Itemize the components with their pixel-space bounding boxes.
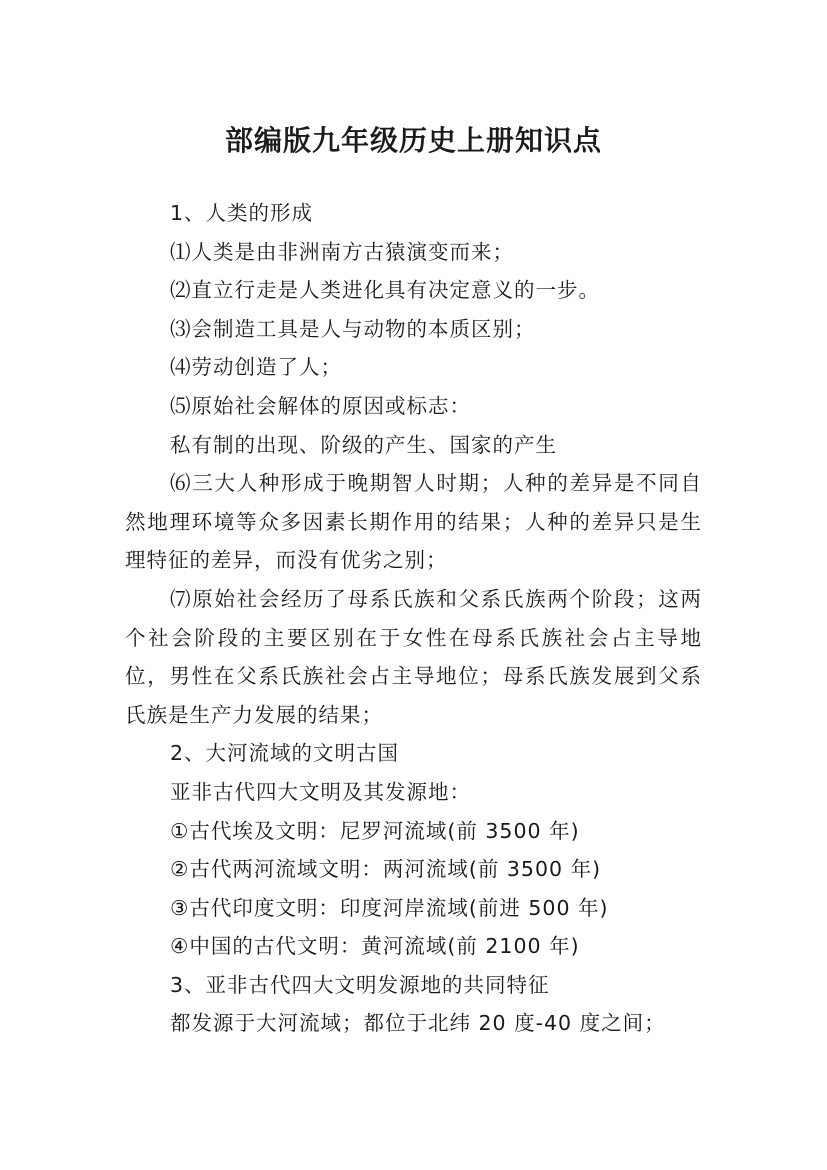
list-item: ②古代两河流域文明：两河流域(前 3500 年) [170,857,602,882]
paragraph: ⑹三大人种形成于晚期智人时期；人种的差异是不同自然地理环境等众多因素长期作用的结果；人种的差异只是生理特征的差异，而没有优劣之别； [125,471,702,573]
section-heading: 3、亚非古代四大文明发源地的共同特征 [170,972,550,997]
document-body [125,194,702,1043]
document-title: 部编版九年级历史上册知识点 [224,123,602,157]
paragraph: 亚非古代四大文明及其发源地： [170,779,471,804]
section-heading: 1、人类的形成 [170,201,314,225]
section-heading: 2、大河流域的文明古国 [170,741,400,766]
paragraph: ⑴人类是由非洲南方古猿演变而来； [170,239,514,264]
list-item: ④中国的古代文明：黄河流域(前 2100 年) [170,934,580,959]
list-item: ①古代埃及文明：尼罗河流域(前 3500 年) [170,818,580,843]
list-item: ③古代印度文明：印度河岸流域(前进 500 年) [170,895,609,920]
paragraph: ⑺原始社会经历了母系氏族和父系氏族两个阶段；这两个社会阶段的主要区别在于女性在母系氏族社会占主导地位，男性在父系氏族社会占主导地位；母系氏族发展到父系氏族是生产力发展的结果； [125,586,702,727]
paragraph: ⑵直立行走是人类进化具有决定意义的一步。 [170,278,600,303]
paragraph: 都发源于大河流域；都位于北纬 20 度-40 度之间； [170,1011,666,1036]
paragraph: ⑷劳动创造了人； [170,355,342,380]
paragraph: ⑸原始社会解体的原因或标志： [170,393,471,418]
paragraph: ⑶会制造工具是人与动物的本质区别； [170,316,536,341]
paragraph: 私有制的出现、阶级的产生、国家的产生 [170,432,557,457]
